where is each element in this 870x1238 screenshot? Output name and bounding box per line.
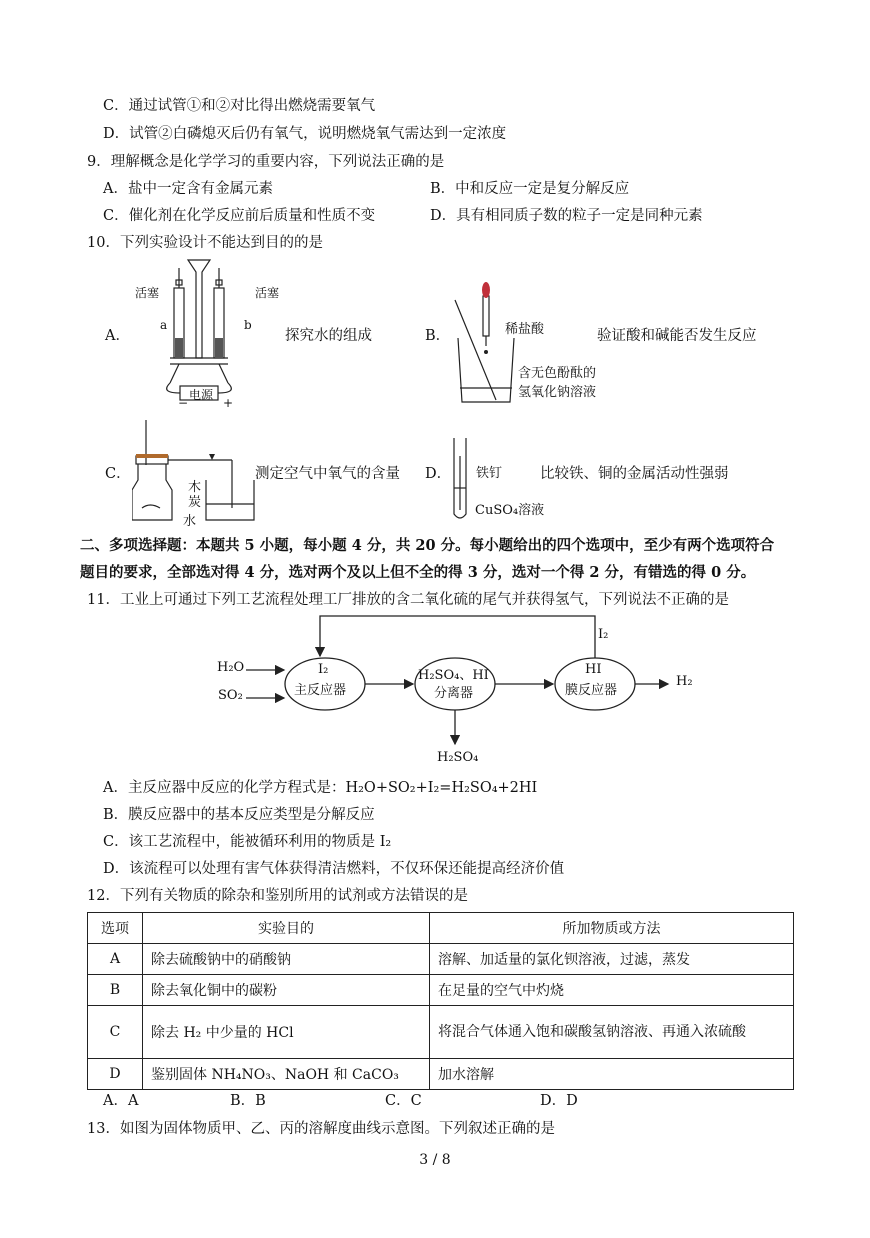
phenolphthalein-solution-label-1: 含无色酚酞的 bbox=[518, 366, 597, 381]
flow-input-h2o: H₂O bbox=[217, 660, 245, 675]
table-header-cell: 选项 bbox=[88, 913, 143, 944]
q10-option-b-description: 验证酸和碱能否发生反应 bbox=[597, 328, 757, 344]
separator-label-2: 分离器 bbox=[434, 686, 474, 701]
test-tube-nail-diagram bbox=[448, 436, 478, 524]
q12-table bbox=[87, 912, 794, 1090]
water-label: 水 bbox=[183, 514, 197, 529]
membrane-reactor-label-2: 膜反应器 bbox=[565, 683, 618, 698]
question-12: 12．下列有关物质的除杂和鉴别所用的试剂或方法错误的是 bbox=[87, 888, 468, 904]
q9-option-b: B．中和反应一定是复分解反应 bbox=[430, 181, 630, 197]
table-cell: 溶解、加适量的氯化钡溶液，过滤，蒸发 bbox=[430, 944, 794, 975]
table-row bbox=[88, 944, 794, 975]
charcoal-label-2: 炭 bbox=[188, 495, 202, 510]
q10-option-c-letter: C． bbox=[105, 466, 131, 482]
membrane-reactor-label-1: HI bbox=[585, 662, 602, 677]
question-11: 11．工业上可通过下列工艺流程处理工厂排放的含二氧化硫的尾气并获得氢气，下列说法不正确的是 bbox=[87, 592, 729, 608]
q9-option-c: C．催化剂在化学反应前后质量和性质不变 bbox=[103, 208, 376, 224]
question-10: 10．下列实验设计不能达到目的的是 bbox=[87, 235, 323, 251]
section-2-heading-line-1: 二、多项选择题：本题共 5 小题，每小题 4 分，共 20 分。每小题给出的四个选项中，至少有两个选项符合 bbox=[80, 537, 775, 554]
q8-option-d: D．试管②白磷熄灭后仍有氧气，说明燃烧氧气需达到一定浓度 bbox=[103, 126, 507, 142]
q12-option-d: D．D bbox=[540, 1093, 578, 1109]
flow-recycle-i2: I₂ bbox=[598, 627, 609, 642]
table-cell: 除去硫酸钠中的硝酸钠 bbox=[143, 944, 430, 975]
power-source-label: 电源 bbox=[189, 388, 214, 402]
flow-output-h2so4: H₂SO₄ bbox=[437, 750, 479, 765]
tube-a-label: a bbox=[160, 318, 168, 332]
q10-option-d-description: 比较铁、铜的金属活动性强弱 bbox=[540, 466, 729, 482]
table-row bbox=[88, 1059, 794, 1090]
table-header-cell: 实验目的 bbox=[143, 913, 430, 944]
table-header-cell: 所加物质或方法 bbox=[430, 913, 794, 944]
table-cell: 在足量的空气中灼烧 bbox=[430, 975, 794, 1006]
flow-input-so2: SO₂ bbox=[218, 688, 243, 703]
separator-label-1: H₂SO₄、HI bbox=[418, 668, 489, 683]
table-cell: D bbox=[88, 1059, 143, 1090]
q10-option-c-description: 测定空气中氧气的含量 bbox=[255, 466, 400, 482]
stopcock-left-label: 活塞 bbox=[135, 286, 160, 300]
q11-option-b: B．膜反应器中的基本反应类型是分解反应 bbox=[103, 807, 375, 823]
q11-option-c: C．该工艺流程中，能被循环利用的物质是 I₂ bbox=[103, 834, 392, 850]
q10-option-a-letter: A． bbox=[105, 328, 130, 344]
negative-terminal-label: − bbox=[178, 396, 189, 410]
iron-nail-label: 铁钉 bbox=[476, 466, 503, 481]
q10-option-b-letter: B． bbox=[425, 328, 451, 344]
cuso4-solution-label: CuSO₄溶液 bbox=[475, 503, 545, 518]
table-cell: 除去氧化铜中的碳粉 bbox=[143, 975, 430, 1006]
main-reactor-label-2: 主反应器 bbox=[294, 683, 347, 698]
section-2-heading-line-2: 题目的要求，全部选对得 4 分，选对两个及以上但不全的得 3 分，选对一个得 2 分，有错选的得 0 分。 bbox=[80, 564, 756, 581]
stopcock-right-label: 活塞 bbox=[255, 286, 280, 300]
page-number: 3 / 8 bbox=[419, 1152, 451, 1168]
table-cell: C bbox=[88, 1006, 143, 1059]
table-row bbox=[88, 1006, 794, 1059]
question-9: 9．理解概念是化学学习的重要内容，下列说法正确的是 bbox=[87, 154, 445, 170]
table-cell: 加水溶解 bbox=[430, 1059, 794, 1090]
q8-option-c: C．通过试管①和②对比得出燃烧需要氧气 bbox=[103, 98, 376, 114]
tube-b-label: b bbox=[244, 318, 252, 332]
table-cell: 将混合气体通入饱和碳酸氢钠溶液、再通入浓硫酸 bbox=[430, 1006, 794, 1059]
charcoal-label-1: 木 bbox=[188, 480, 202, 495]
q11-option-a: A．主反应器中反应的化学方程式是：H₂O+SO₂+I₂=H₂SO₄+2HI bbox=[103, 780, 538, 796]
beaker-dropper-diagram bbox=[450, 278, 520, 408]
question-13: 13．如图为固体物质甲、乙、丙的溶解度曲线示意图。下列叙述正确的是 bbox=[87, 1121, 555, 1137]
main-reactor-label-1: I₂ bbox=[318, 662, 329, 677]
positive-terminal-label: + bbox=[223, 396, 234, 410]
table-cell: B bbox=[88, 975, 143, 1006]
q11-option-d: D．该流程可以处理有害气体获得清洁燃料，不仅环保还能提高经济价值 bbox=[103, 861, 565, 877]
q12-option-b: B．B bbox=[230, 1093, 266, 1109]
table-cell: A bbox=[88, 944, 143, 975]
table-cell: 除去 H₂ 中少量的 HCl bbox=[143, 1006, 430, 1059]
q12-option-a: A．A bbox=[103, 1093, 139, 1109]
table-row bbox=[88, 975, 794, 1006]
q10-option-d-letter: D． bbox=[425, 466, 452, 482]
table-cell: 鉴别固体 NH₄NO₃、NaOH 和 CaCO₃ bbox=[143, 1059, 430, 1090]
table-header-row bbox=[88, 913, 794, 944]
phenolphthalein-solution-label-2: 氢氧化钠溶液 bbox=[518, 385, 597, 400]
q9-option-a: A．盐中一定含有金属元素 bbox=[103, 181, 273, 197]
q12-option-c: C．C bbox=[385, 1093, 422, 1109]
flow-output-h2: H₂ bbox=[676, 674, 693, 689]
q9-option-d: D．具有相同质子数的粒子一定是同种元素 bbox=[430, 208, 703, 224]
dilute-hcl-label: 稀盐酸 bbox=[505, 322, 545, 337]
q10-option-a-description: 探究水的组成 bbox=[285, 328, 372, 344]
